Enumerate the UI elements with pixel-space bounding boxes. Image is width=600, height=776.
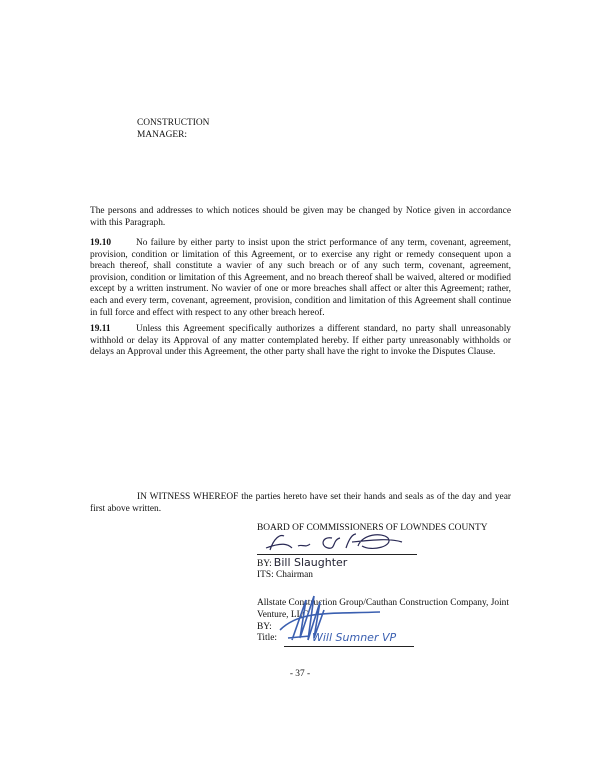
- section-number: 19.11: [90, 324, 111, 334]
- title-handwritten: Will Sumner VP: [312, 631, 397, 644]
- signatory1-entity: BOARD OF COMMISSIONERS OF LOWNDES COUNTY: [257, 523, 488, 533]
- section-19-11: [90, 324, 511, 359]
- header-line2: MANAGER:: [137, 129, 188, 140]
- signature-line: [257, 554, 417, 555]
- by-label: BY:: [257, 559, 272, 569]
- notice-paragraph: The persons and addresses to which notices should be given may be changed by Notice given in accordance with this Paragraph.: [90, 206, 511, 228]
- by-handwritten-name: Bill Slaughter: [273, 556, 348, 569]
- header-construction-manager: [137, 118, 209, 141]
- section-19-10: [90, 238, 511, 319]
- signatory2-entity-line2: Venture, LLC: [257, 610, 309, 620]
- section-text: Unless this Agreement specifically authorizes a different standard, no party shall unreasonably withhold or delay its Approval of any matter contemplated hereby. If either party unreasonably withholds or delays an Approval under this Agreement, the other party shall have the right to invoke the Disputes Clause.: [90, 324, 511, 358]
- signatory1-its: ITS: Chairman: [257, 570, 313, 580]
- signatory1-by: [257, 557, 347, 571]
- signature-bill-slaughter: [262, 530, 422, 556]
- header-line1: CONSTRUCTION: [137, 118, 210, 128]
- signatory2-entity-line1: Allstate Construction Group/Cauthan Construction Company, Joint: [257, 598, 509, 608]
- section-text: No failure by either party to insist upon the strict performance of any term, covenant, agreement, provision, condition or limitation of this Agreement, or to exercise any right or remedy consequent upon a breach thereof, shall constitute a wavier of any such breach or of any such term, covenant, agreement, provision, condition or limitation of this Agreement, and no breach thereof shall be waived, altered or modified except by a written instrument. No wavier of one or more breaches shall affect or alter this Agreement; rather, each and every term, covenant, agreement, provision, condition and limitation of this Agreement shall continue in full force and effect with respect to any other breach hereof.: [90, 238, 511, 318]
- witness-clause: IN WITNESS WHEREOF the parties hereto have set their hands and seals as of the day and year first above written.: [90, 492, 511, 514]
- signatory2-title-label: Title:: [257, 633, 277, 643]
- page-number: - 37 -: [289, 669, 311, 679]
- title-line: [284, 646, 414, 647]
- signatory2-by-label: BY:: [257, 622, 272, 632]
- section-number: 19.10: [90, 238, 112, 248]
